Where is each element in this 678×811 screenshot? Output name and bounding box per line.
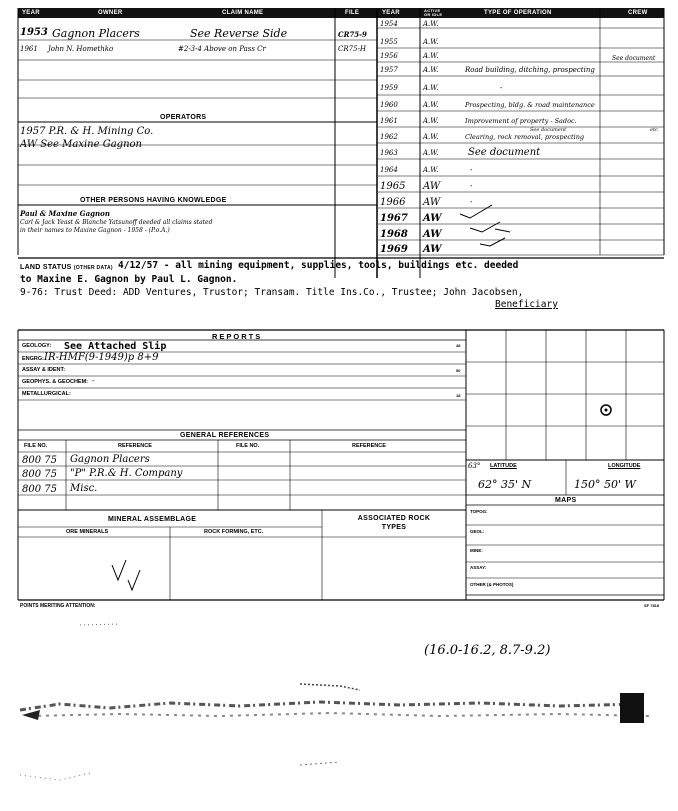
op-status-1955: A.W.: [423, 38, 439, 46]
rock-forming-label: ROCK FORMING, ETC.: [204, 529, 264, 535]
assay-ident-label: ASSAY & IDENT:: [22, 367, 66, 373]
longitude-label: LONGITUDE: [608, 463, 641, 469]
op-type-1965: -: [470, 182, 473, 190]
associated-rock-types: ASSOCIATED ROCK TYPES: [357, 515, 431, 531]
owner-name-2: John N. Homethko: [48, 45, 114, 53]
op-type-1962: Clearing, rock removal, prospecting: [465, 133, 585, 141]
file-1: CR75-9: [338, 30, 367, 39]
ore-minerals-label: ORE MINERALS: [66, 529, 109, 535]
op-status-1962: A.W.: [423, 133, 439, 141]
ref-text-3: Misc.: [70, 483, 98, 494]
engrg-label: ENGRG:: [22, 356, 44, 362]
form-number: SF 7818: [644, 603, 660, 608]
latitude-value: 62° 35' N: [478, 478, 532, 491]
op-year-1965: 1965: [380, 181, 406, 192]
op-year-1967: 1967: [380, 213, 408, 224]
reports-num-48: 48: [456, 343, 461, 348]
header-type-of-operation: TYPE OF OPERATION: [484, 10, 552, 16]
op-note-see-document-2: See document: [530, 127, 567, 133]
land-status-sub: (OTHER DATA): [73, 265, 113, 271]
file-2: CR75-H: [338, 45, 367, 53]
ref-file-1: 800 75: [22, 455, 57, 466]
op-note-etc: etc: [650, 127, 658, 133]
op-year-1955: 1955: [380, 38, 398, 46]
op-status-1959: A.W.: [423, 84, 439, 92]
land-status-label: [20, 264, 113, 271]
ref-text-1: Gagnon Placers: [70, 454, 150, 465]
op-year-1964: 1964: [380, 166, 398, 174]
owner-year-2: 1961: [20, 45, 38, 53]
op-type-1957: Road building, ditching, prospecting: [465, 66, 595, 74]
op-type-1966: -: [470, 198, 473, 206]
op-year-1956: 1956: [380, 52, 398, 60]
op-status-1960: A.W.: [423, 101, 439, 109]
lat-prefix: 63°: [468, 462, 481, 470]
engrg-value: IR-HMF(9-1949)p 8+9: [44, 352, 159, 363]
op-status-1966: AW: [423, 197, 441, 208]
ref-file-2: 800 75: [22, 469, 57, 480]
op-type-1964: -: [470, 166, 473, 174]
op-type-1963: See document: [468, 147, 541, 158]
geophys-value: -: [92, 377, 95, 385]
op-type-1961: Improvement of property - Sadoc.: [465, 117, 577, 125]
col-file-no-2: FILE NO.: [236, 443, 260, 449]
land-status-line-4: Beneficiary: [495, 299, 558, 310]
other-persons-line-2: Carl & Jack Yeast & Blanche Yatsunoff deeded all claims stated: [20, 219, 213, 226]
maps-mine: MINE:: [470, 548, 483, 553]
header-crew: CREW: [628, 10, 648, 16]
claim-name-1: See Reverse Side: [190, 27, 288, 40]
mineral-assemblage-title: MINERAL ASSEMBLAGE: [108, 516, 197, 523]
land-status-line-3: 9-76: Trust Deed: ADD Ventures, Trustor; Transam. Title Ins.Co., Trustee; John Jacobsen,: [20, 287, 524, 298]
op-status-1957: A.W.: [423, 66, 439, 74]
other-persons-line-3: in their names to Maxine Gagnon - 1958 - (P.o.A.): [20, 227, 170, 234]
maps-assay: ASSAY:: [470, 565, 487, 570]
ref-text-2: "P" P.R.& H. Company: [70, 468, 183, 479]
longitude-value: 150° 50' W: [574, 478, 636, 491]
claim-name-2: #2-3-4 Above on Pass Cr: [178, 45, 266, 53]
op-status-1963: A.W.: [423, 149, 439, 157]
other-persons-line-1: Paul & Maxine Gagnon: [20, 209, 110, 218]
header-file: FILE: [345, 10, 360, 16]
op-year-1969: 1969: [380, 244, 408, 255]
header-year: YEAR: [22, 10, 40, 16]
op-year-1966: 1966: [380, 197, 406, 208]
op-type-1959: -: [500, 84, 503, 92]
op-status-1969: AW: [423, 244, 442, 255]
op-year-1963: 1963: [380, 149, 398, 157]
metallurgical-label: METALLURGICAL:: [22, 391, 71, 397]
col-reference-2: REFERENCE: [352, 443, 386, 449]
owner-name-1: Gagnon Placers: [52, 27, 140, 40]
maps-other: OTHER (& PHOTOS): [470, 582, 514, 587]
geology-value: See Attached Slip: [64, 341, 167, 352]
geophys-label: GEOPHYS. & GEOCHEM:: [22, 379, 89, 385]
land-status-line-1: 4/12/57 - all mining equipment, supplies, tools, buildings etc. deeded: [118, 260, 519, 271]
latitude-label: LATITUDE: [490, 463, 517, 469]
reports-num-50: 50: [456, 368, 461, 373]
header-claim-name: CLAIM NAME: [222, 10, 264, 16]
maps-label: MAPS: [555, 497, 577, 504]
reports-title: REPORTS: [212, 332, 263, 341]
op-status-1954: A.W.: [423, 20, 439, 28]
op-status-1968: AW: [423, 229, 442, 240]
op-year-1961: 1961: [380, 117, 398, 125]
other-persons-title: OTHER PERSONS HAVING KNOWLEDGE: [80, 197, 227, 204]
op-year-1960: 1960: [380, 101, 398, 109]
geology-label: GEOLOGY:: [22, 343, 52, 349]
land-status-title: LAND STATUS: [20, 264, 72, 271]
land-status-line-2: to Maxine E. Gagnon by Paul L. Gagnon.: [20, 274, 238, 285]
operator-line-1: 1957 P.R. & H. Mining Co.: [20, 126, 154, 137]
op-year-1968: 1968: [380, 229, 408, 240]
op-year-1959: 1959: [380, 84, 398, 92]
operators-title: OPERATORS: [160, 114, 207, 121]
col-reference: REFERENCE: [118, 443, 152, 449]
op-year-1957: 1957: [380, 66, 398, 74]
op-status-1964: A.W.: [423, 166, 439, 174]
col-file-no: FILE NO.: [24, 443, 48, 449]
points-meriting-attention: POINTS MERITING ATTENTION:: [20, 603, 96, 609]
general-refs-title: GENERAL REFERENCES: [180, 432, 270, 439]
header-active-idle: ACTIVE OR IDLE: [424, 8, 443, 17]
op-type-1960: Prospecting, bldg. & road maintenance: [465, 101, 595, 109]
op-year-1962: 1962: [380, 133, 398, 141]
op-status-1956: A.W.: [423, 52, 439, 60]
op-status-1967: AW: [423, 213, 442, 224]
maps-geol: GEOL:: [470, 529, 485, 534]
operator-line-2: AW See Maxine Gagnon: [20, 139, 142, 150]
op-status-1961: A.W.: [423, 117, 439, 125]
coords-note: (16.0-16.2, 8.7-9.2): [424, 643, 551, 658]
op-year-1954: 1954: [380, 20, 398, 28]
header-year2: YEAR: [382, 10, 400, 16]
reports-num-18: 18: [456, 393, 461, 398]
op-note-see-document: See document: [612, 55, 656, 62]
header-owner: OWNER: [98, 10, 123, 16]
owner-year-1: 1953: [20, 27, 48, 38]
maps-topog: TOPOG:: [470, 509, 488, 514]
op-status-1965: AW: [423, 181, 441, 192]
ref-file-3: 800 75: [22, 484, 57, 495]
